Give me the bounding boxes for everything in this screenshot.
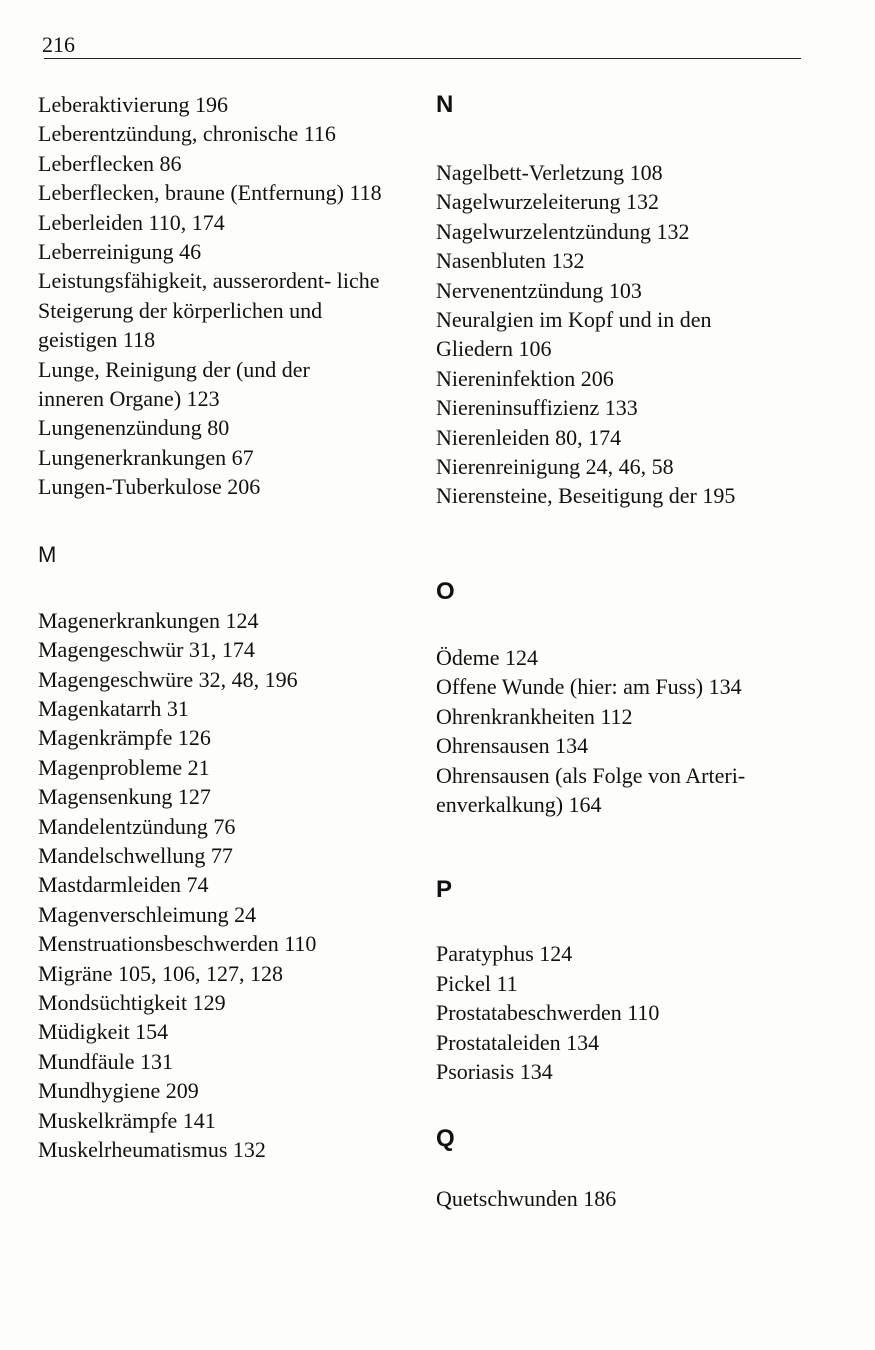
index-entry: Menstruationsbeschwerden 110 <box>38 931 317 957</box>
index-entry: Müdigkeit 154 <box>38 1019 169 1045</box>
section-letter: N <box>436 91 454 118</box>
index-entry: Migräne 105, 106, 127, 128 <box>38 960 284 986</box>
index-entry: Mandelschwellung 77 <box>38 842 233 868</box>
index-entry: Neuralgien im Kopf und in den Gliedern 106 <box>436 307 712 362</box>
index-section-n <box>436 90 816 511</box>
index-entry: Nierensteine, Beseitigung der 195 <box>436 483 736 509</box>
index-section-m <box>38 540 408 1165</box>
index-section-p <box>436 875 816 1086</box>
index-entry: Leberreinigung 46 <box>38 239 202 265</box>
index-entry: Mundhygiene 209 <box>38 1078 199 1104</box>
index-entry: Prostatabeschwerden 110 <box>436 1000 660 1026</box>
index-entry: Ödeme 124 <box>436 644 539 670</box>
index-entry: Magenkrämpfe 126 <box>38 725 211 751</box>
index-entry: Muskelrheumatismus 132 <box>38 1137 266 1162</box>
index-entry: Magensenkung 127 <box>38 784 211 810</box>
section-letter: Q <box>436 1125 455 1153</box>
index-entry: Magengeschwüre 32, 48, 196 <box>38 666 298 692</box>
index-entry: Nierenleiden 80, 174 <box>436 424 622 450</box>
index-entry: Leberflecken 86 <box>38 150 182 176</box>
index-entry: Magenerkrankungen 124 <box>38 607 259 633</box>
index-entry: Leberleiden 110, 174 <box>38 209 225 235</box>
index-entry: Leberflecken, braune (Entfernung) 118 <box>38 180 382 206</box>
index-entry: Prostataleiden 134 <box>436 1029 600 1055</box>
section-letter: P <box>436 876 453 904</box>
index-entry: Offene Wunde (hier: am Fuss) 134 <box>436 674 742 700</box>
index-entry: Nagelwurzelentzündung 132 <box>436 218 690 244</box>
index-column-left <box>38 90 408 1164</box>
index-column-right <box>436 90 816 1214</box>
index-entry: Nierenreinigung 24, 46, 58 <box>436 454 674 480</box>
index-entry: Ohrensausen 134 <box>436 733 589 759</box>
index-section-o <box>436 577 816 819</box>
index-entry: Magengeschwür 31, 174 <box>38 637 255 663</box>
index-entry: Lungenerkrankungen 67 <box>38 444 254 470</box>
index-entry: Lunge, Reinigung der (und der inneren Organe) 123 <box>38 356 310 412</box>
index-entry: Mastdarmleiden 74 <box>38 872 209 898</box>
index-entry: Leberentzündung, chronische 116 <box>38 121 336 147</box>
index-entry: Psoriasis 134 <box>436 1058 553 1084</box>
index-entry: Niereninfektion 206 <box>436 365 614 391</box>
index-entry: Magenverschleimung 24 <box>38 901 257 927</box>
index-entry: Lungenenzündung 80 <box>38 415 230 441</box>
index-entry: Mandelentzündung 76 <box>38 813 236 839</box>
index-entry: Ohrensausen (als Folge von Arteri- enverkalkung) 164 <box>436 762 746 817</box>
index-entry: Magenkatarrh 31 <box>38 695 189 721</box>
index-entry: Muskelkrämpfe 141 <box>38 1107 216 1133</box>
index-entry: Nasenbluten 132 <box>436 248 585 274</box>
section-letter: M <box>38 541 57 567</box>
index-entry: Pickel 11 <box>436 970 518 996</box>
index-entry: Magenprobleme 21 <box>38 754 210 780</box>
index-entry: Nagelbett-Verletzung 108 <box>436 160 663 185</box>
index-entry: Niereninsuffizienz 133 <box>436 395 638 421</box>
index-entry: Quetschwunden 186 <box>436 1186 617 1212</box>
header-rule <box>44 58 801 59</box>
section-letter: O <box>436 577 455 605</box>
index-entry: Lungen-Tuberkulose 206 <box>38 474 261 500</box>
page-number: 216 <box>42 32 75 57</box>
index-entry: Ohrenkrankheiten 112 <box>436 703 633 729</box>
index-entry: Mondsüchtigkeit 129 <box>38 989 226 1015</box>
index-entry: Paratyphus 124 <box>436 941 573 967</box>
index-section-l <box>38 90 408 502</box>
index-entry: Nagelwurzeleiterung 132 <box>436 189 659 215</box>
index-section-q <box>436 1124 816 1213</box>
index-entry: Leberaktivierung 196 <box>38 92 228 117</box>
index-entry: Leistungsfähigkeit, ausserordent- liche Steigerung der körperlichen und geistigen 118 <box>38 268 380 353</box>
index-entry: Mundfäule 131 <box>38 1048 174 1074</box>
index-entry: Nervenentzündung 103 <box>436 277 642 303</box>
